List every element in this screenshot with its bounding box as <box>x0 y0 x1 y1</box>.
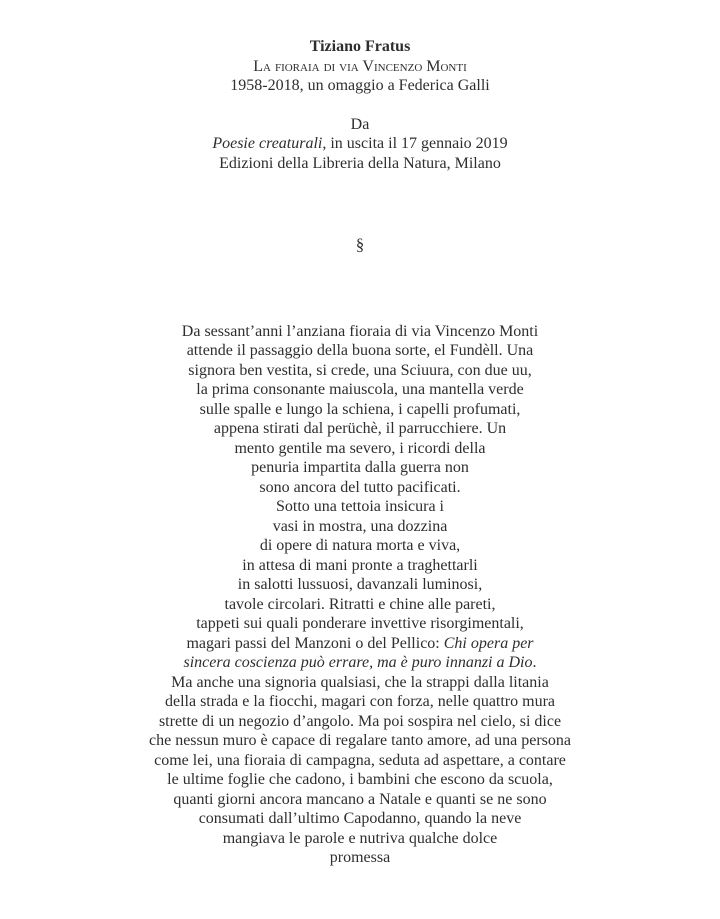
poem-line <box>0 419 720 439</box>
poem-text: penuria impartita dalla guerra non <box>251 459 469 476</box>
publication-publisher: Edizioni della Libreria della Natura, Milano <box>219 154 501 172</box>
poem-text: Ma anche una signoria qualsiasi, che la strappi dalla litania <box>171 673 549 691</box>
poem-line <box>0 653 720 673</box>
poem-line <box>0 478 720 498</box>
poem-line <box>0 731 720 751</box>
poem-line <box>0 595 720 615</box>
poem-line <box>0 790 720 810</box>
poem-text: della strada e la fiocchi, magari con forza, nelle quattro mura <box>164 693 556 710</box>
poem-text: sono ancora del tutto pacificati. <box>259 478 461 496</box>
poem-line <box>0 556 720 576</box>
poem-text: vasi in mostra, una dozzina <box>272 517 448 535</box>
poem-line <box>0 673 720 693</box>
poem-line <box>0 536 720 556</box>
poem-line <box>0 439 720 459</box>
poem-text: magari passi del Manzoni o del Pellico: <box>186 634 444 652</box>
section-symbol: § <box>355 235 365 254</box>
poem-text: mento gentile ma severo, i ricordi della <box>234 439 486 457</box>
poem-line <box>0 848 720 868</box>
poem-line <box>0 614 720 634</box>
poem-line <box>0 497 720 517</box>
poem-title: La fioraia di via Vincenzo Monti <box>253 57 467 75</box>
publication-book-line <box>0 134 720 154</box>
poem-text: che nessun muro è capace di regalare tanto amore, ad una persona <box>148 732 572 749</box>
poem-text-italic: Chi opera per <box>443 634 534 652</box>
poem-text: Da sessant’anni l’anziana fioraia di via Vincenzo Monti <box>181 322 539 340</box>
poem-text-italic: sincera coscienza può errare, ma è puro innanzi a Dio <box>183 654 533 671</box>
poem-text: come lei, una fioraia di campagna, seduta ad aspettare, a contare <box>154 751 566 769</box>
poem-line <box>0 458 720 478</box>
poem-line <box>0 361 720 381</box>
poem-text: la prima consonante maiuscola, una mantella verde <box>196 381 524 398</box>
poem <box>0 322 720 868</box>
poem-text: . <box>532 654 537 671</box>
poem-text: Sotto una tettoia insicura i <box>276 498 444 515</box>
poem-author: Tiziano Fratus <box>309 38 411 55</box>
poem-line <box>0 809 720 829</box>
publication-block <box>0 115 720 174</box>
poem-text: appena stirati dal perüchè, il parrucchiere. Un <box>213 420 507 437</box>
publication-book-title: Poesie creaturali <box>212 135 323 152</box>
poem-text: mangiava le parole e nutriva qualche dolce <box>222 829 498 847</box>
poem-line <box>0 751 720 771</box>
poem-text: tavole circolari. Ritratti e chine alle pareti, <box>224 595 496 613</box>
poem-line <box>0 400 720 420</box>
poem-line <box>0 341 720 361</box>
poem-text: sulle spalle e lungo la schiena, i capelli profumati, <box>199 400 521 418</box>
poem-text: in attesa di mani pronte a traghettarli <box>242 556 478 574</box>
poem-line <box>0 829 720 849</box>
poem-text: tappeti sui quali ponderare invettive risorgimentali, <box>196 615 524 632</box>
poem-line <box>0 380 720 400</box>
poem-line <box>0 634 720 654</box>
poem-text: strette di un negozio d’angolo. Ma poi sospira nel cielo, si dice <box>158 712 562 730</box>
publication-book-rest: , in uscita il 17 gennaio 2019 <box>322 135 508 152</box>
poem-subtitle: 1958-2018, un omaggio a Federica Galli <box>230 77 490 94</box>
poem-line <box>0 575 720 595</box>
poem-line <box>0 517 720 537</box>
poem-text: quanti giorni ancora mancano a Natale e quanti se ne sono <box>173 790 547 808</box>
publication-from-label: Da <box>350 115 370 133</box>
poem-line <box>0 322 720 342</box>
poem-line <box>0 712 720 732</box>
poem-text: signora ben vestita, si crede, una Sciuura, con due uu, <box>188 361 532 379</box>
poem-line <box>0 770 720 790</box>
poem-text: di opere di natura morta e viva, <box>259 537 461 554</box>
poem-text: promessa <box>329 849 391 866</box>
poem-text: in salotti lussuosi, davanzali luminosi, <box>237 576 483 593</box>
poem-line <box>0 692 720 712</box>
poem-text: attende il passaggio della buona sorte, el Fundèll. Una <box>186 342 534 359</box>
poem-text: le ultime foglie che cadono, i bambini che escono da scuola, <box>167 771 553 788</box>
poem-text: consumati dall’ultimo Capodanno, quando la neve <box>198 810 522 827</box>
